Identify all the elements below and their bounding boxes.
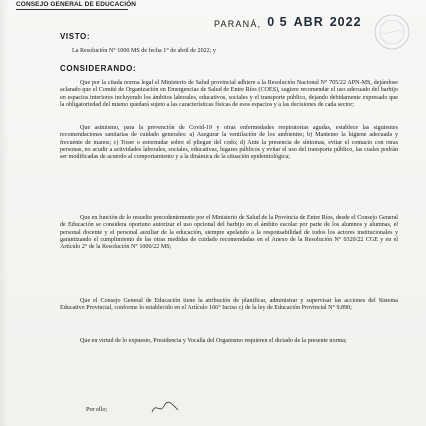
considerando-heading: CONSIDERANDO:	[60, 64, 137, 73]
page-edge-shadow	[0, 0, 8, 426]
date-line	[214, 9, 362, 29]
signature-mark-icon	[150, 400, 180, 416]
paragraph-5: Que en virtud de lo expuesto, Presidencia y Vocalía del Organismo requieren el dictado de la presente norma;	[80, 338, 347, 344]
seal-stamp-icon	[372, 12, 412, 52]
paragraph-4: Que el Consejo General de Educación tiene la atribución de planificar, administrar y supervisar las acciones del Sistema Educativo Provincial, conforme lo establecido en el Artículo 166° Inciso c) de la ley de Educación Provincial N° 9.890;	[60, 298, 398, 312]
closing-phrase: Por ello;	[86, 406, 108, 413]
date-day: 0 5	[267, 15, 288, 29]
paragraph-2: Que asimismo, para la prevención de Covid-19 y otras enfermedades respiratorias agudas, establece las siguientes recomendaciones sanitarias de cuidado generales: a) Asegurar la ventilación de los ambientes; b) Mantener la higiene adecuada y frecuente de manos; c) Toser o estornudar sobre el pliegue del codo; d) Ante la presencia de síntomas, evitar el contacto con otras personas, no acudir a actividades laborales, sociales, educativas, lugares públicos y evitar el uso del transporte público, las cuales podrán ser modificadas de acuerdo al comportamiento y a la dinámica de la situación epidemiológica;	[60, 125, 398, 161]
visto-heading: VISTO:	[60, 32, 91, 41]
visto-text: La Resolución N° 1000 MS de fecha 1° de abril de 2022; y	[72, 48, 216, 54]
date-city: PARANÁ,	[214, 19, 262, 29]
paragraph-1: Que por la citada norma legal el Ministerio de Salud provincial adhiere a la Resolución Nacional N° 705/22 APN-MS, dejándose aclarado que el Comité de Organización en Emergencias de Salud de Entre Ríos (COES), sugiere recomendar el uso adecuado del barbijo en espacios interiores incluyendo los ámbitos laborales, educativos, sociales y el transporte público, dejando debidamente expresado que la obligatoriedad del mismo quedará sujeto a las características físicas de esos espacios y a las decisiones de cada sector;	[60, 80, 398, 108]
organization-header: CONSEJO GENERAL DE EDUCACIÓN	[16, 1, 137, 8]
date-year: 2022	[329, 15, 362, 29]
date-month: ABR	[293, 15, 324, 29]
header-underline	[16, 9, 128, 10]
date-stamp	[267, 15, 361, 29]
paragraph-3: Que en función de lo resuelto precedentemente por el Ministerio de Salud de la Provincia de Entre Ríos, desde el Consejo General de Educación se considera oportuno autorizar el uso opcional del barbijo en el ámbito escolar por parte de los alumnos y alumnas, el personal docente y el personal auxiliar de la educación, siempre apelando a la responsabilidad de todos los actores institucionales y garantizando el cumplimiento de las otras medidas de cuidado recomendadas en el Anexo de la Resolución N° 0320/22 CGE y en el Artículo 2° de la Resolución N° 1000/22 MS;	[60, 215, 398, 251]
